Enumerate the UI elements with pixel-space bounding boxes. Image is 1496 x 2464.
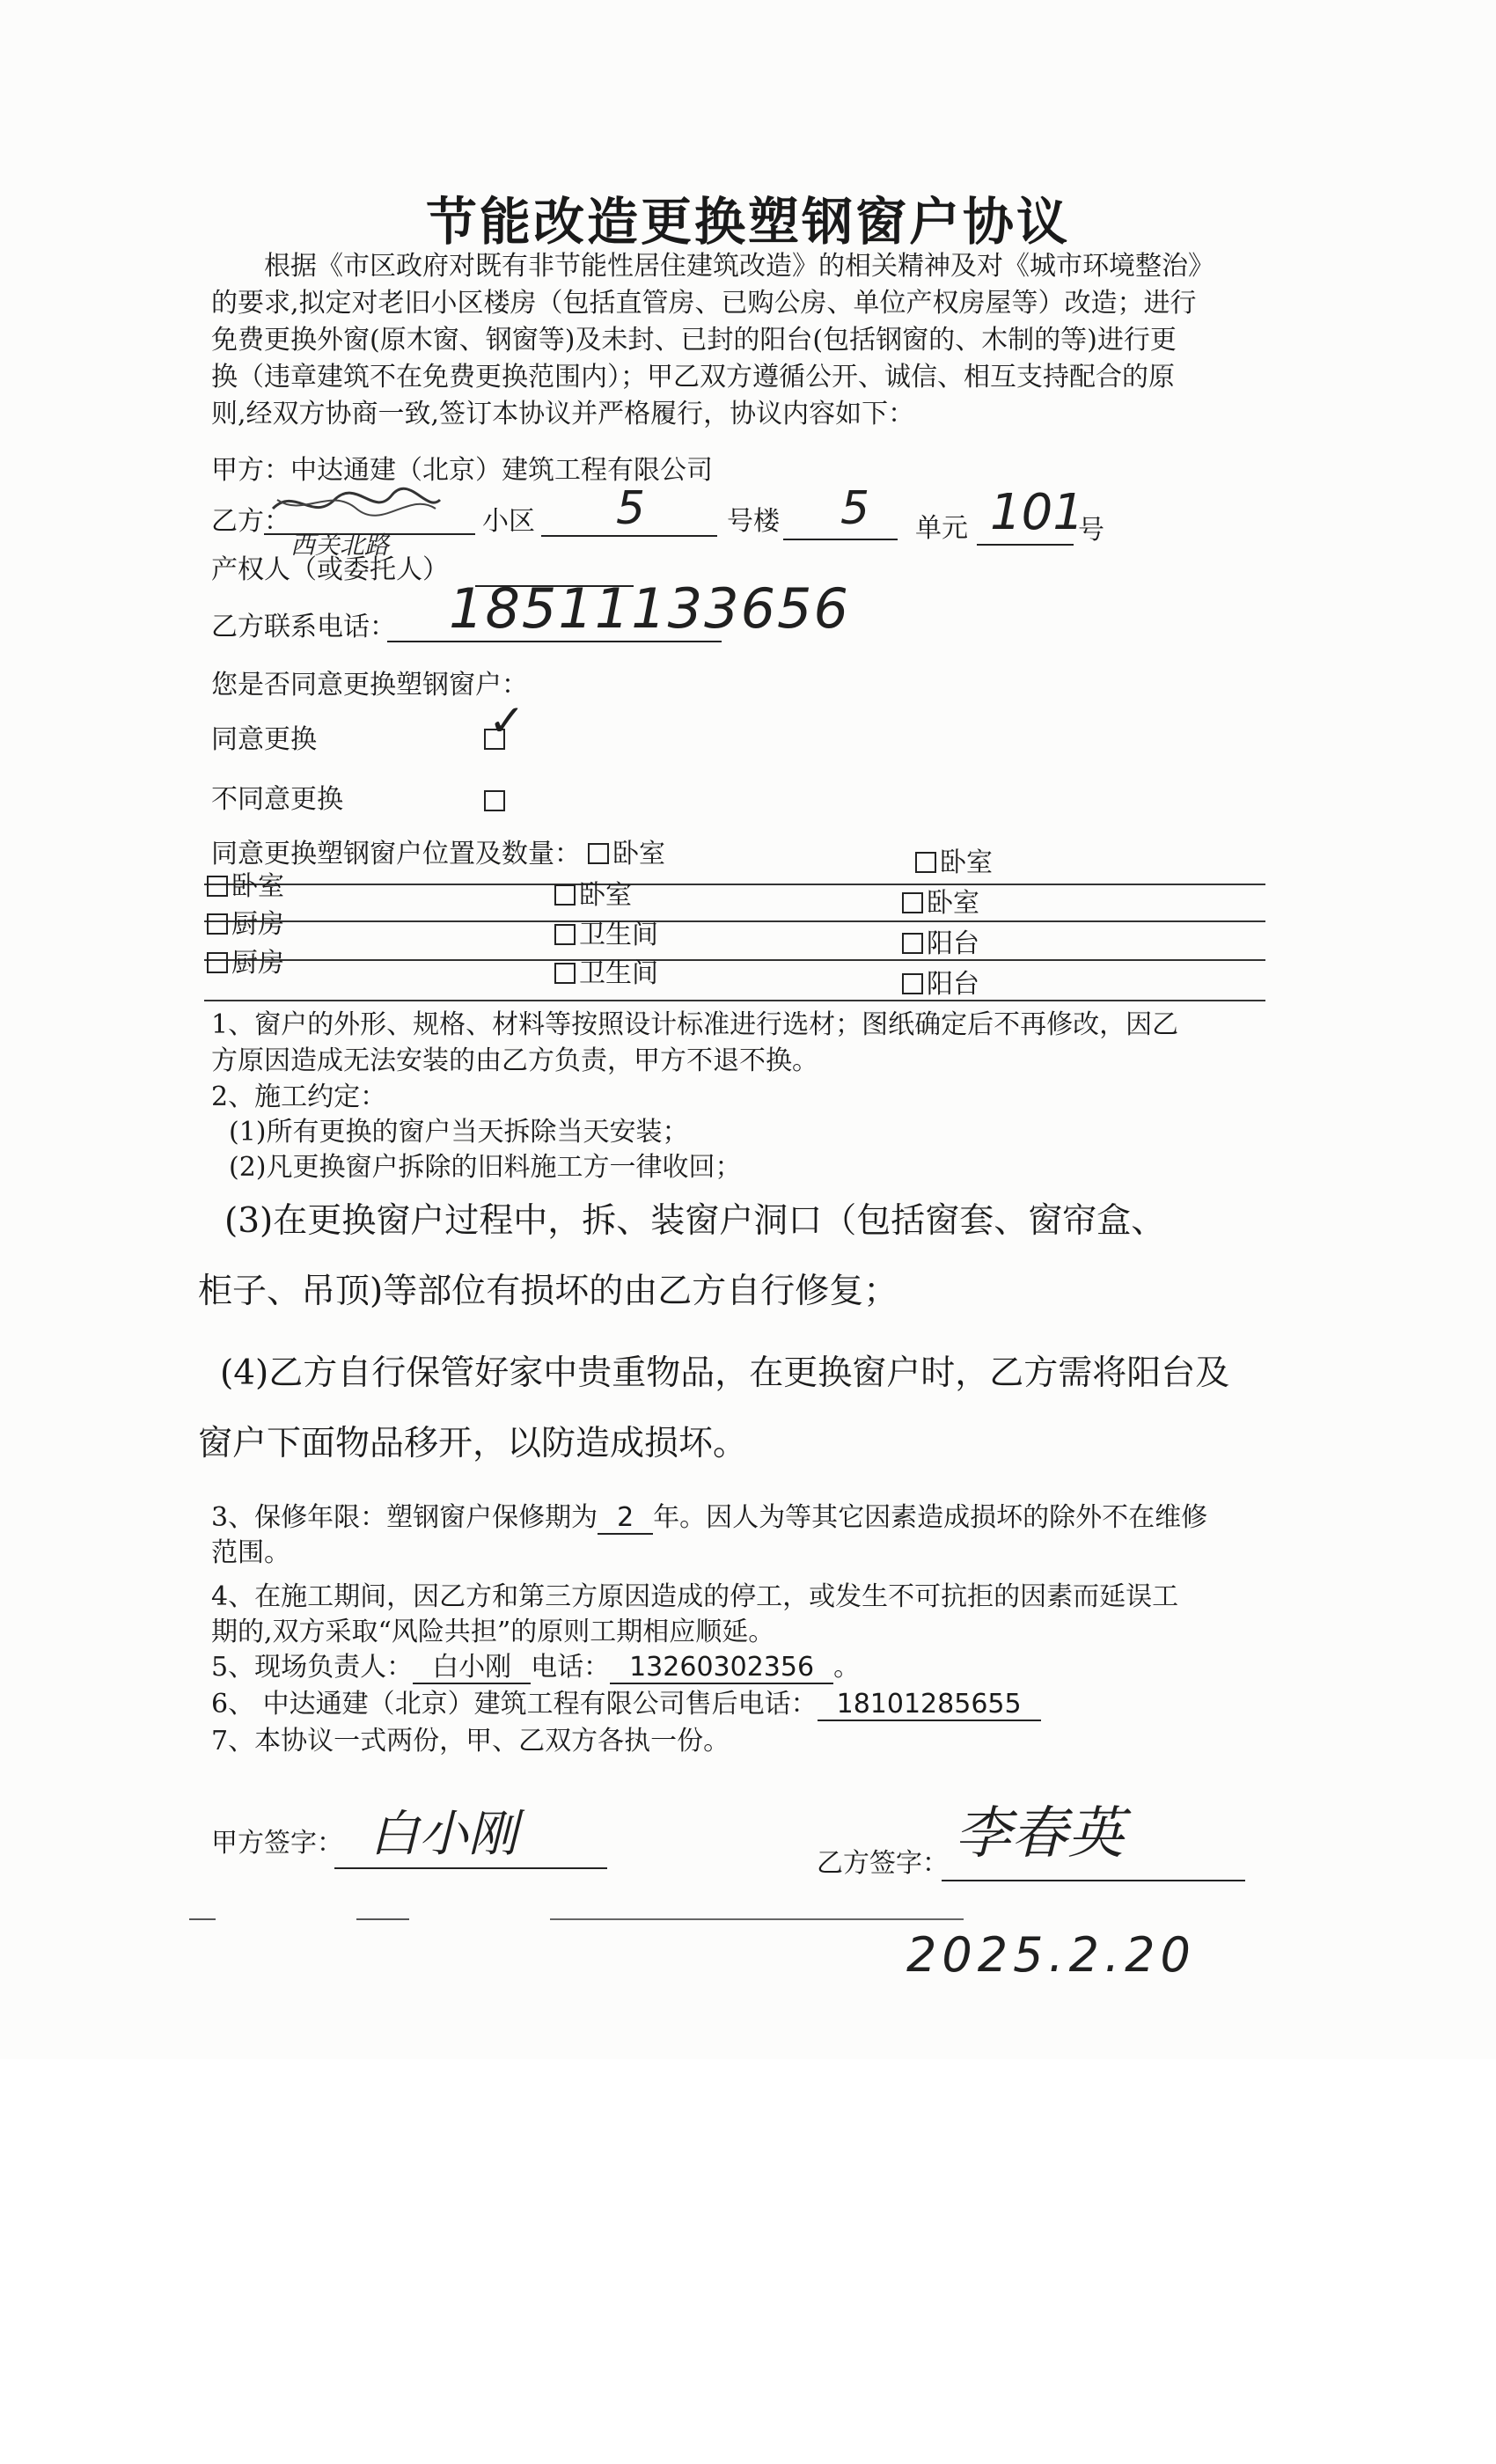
party-b-sign-label: 乙方签字： bbox=[817, 1848, 949, 1879]
clause-5: 5、现场负责人： 白小刚 电话： 13260302356 。 bbox=[211, 1652, 861, 1683]
grid-rule bbox=[204, 1000, 1265, 1001]
warranty-years: 2 bbox=[598, 1502, 653, 1535]
room-option[interactable]: 阳台 bbox=[902, 964, 979, 1005]
clause-1-line-1: 1、窗户的外形、规格、材料等按照设计标准进行选材；图纸确定后不再修改，因乙 bbox=[211, 1009, 1179, 1040]
agree-question: 您是否同意更换塑钢窗户： bbox=[211, 670, 528, 700]
party-a-sign-underline bbox=[334, 1867, 607, 1869]
building-number: 5 bbox=[616, 482, 646, 535]
phone-label: 乙方联系电话： bbox=[211, 612, 396, 642]
room-underline bbox=[977, 544, 1074, 546]
unit-suffix: 单元 bbox=[915, 513, 968, 544]
intro-line-3: 免费更换外窗(原木窗、钢窗等)及未封、已封的阳台(包括钢窗的、木制的等)进行更 bbox=[211, 325, 1177, 356]
room-option[interactable]: 卫生间 bbox=[554, 954, 658, 994]
phone-underline bbox=[387, 641, 722, 642]
room-option[interactable]: 卧室 bbox=[902, 884, 979, 924]
party-b-signature: 李春英 bbox=[955, 1801, 1124, 1866]
building-suffix: 号楼 bbox=[727, 506, 780, 537]
room-option[interactable]: 卧室 bbox=[207, 867, 284, 907]
disagree-label: 不同意更换 bbox=[211, 784, 343, 815]
site-manager-name: 白小刚 bbox=[413, 1652, 531, 1684]
party-a-signature: 白小刚 bbox=[370, 1806, 517, 1863]
party-a: 甲方：中达通建（北京）建筑工程有限公司 bbox=[211, 455, 713, 486]
community-underline bbox=[264, 533, 475, 535]
clause-4-line-1: 4、在施工期间，因乙方和第三方原因造成的停工，或发生不可抗拒的因素而延误工 bbox=[211, 1581, 1179, 1612]
party-b-label: 乙方： bbox=[211, 506, 290, 537]
document-title: 节能改造更换塑钢窗户协议 bbox=[425, 192, 1070, 252]
room-suffix: 号 bbox=[1078, 515, 1104, 546]
room-option[interactable]: 卧室 bbox=[588, 834, 665, 875]
clause-1-line-2: 方原因造成无法安装的由乙方负责，甲方不退不换。 bbox=[211, 1045, 818, 1076]
agree-checkmark: ✓ bbox=[488, 695, 525, 746]
party-a-sign-label: 甲方签字： bbox=[211, 1828, 343, 1859]
room-option[interactable]: 阳台 bbox=[902, 924, 979, 964]
intro-line-2: 的要求,拟定对老旧小区楼房（包括直管房、已购公房、单位产权房屋等）改造；进行 bbox=[211, 288, 1197, 319]
clause-2-item-3-line-1: (3)在更换窗户过程中，拆、装窗户洞口（包括窗套、窗帘盒、 bbox=[224, 1201, 1166, 1241]
clause-2-item-4-line-2: 窗户下面物品移开，以防造成损坏。 bbox=[198, 1424, 748, 1463]
cut-off-line-fragment bbox=[189, 1911, 964, 1920]
clause-2-item-1: (1)所有更换的窗户当天拆除当天安装； bbox=[229, 1117, 689, 1148]
clause-6: 6、 中达通建（北京）建筑工程有限公司售后电话： 18101285655 bbox=[211, 1684, 1041, 1725]
building-underline bbox=[541, 535, 717, 537]
unit-underline bbox=[783, 539, 898, 540]
clause-2-item-3-line-2: 柜子、吊顶)等部位有损坏的由乙方自行修复； bbox=[198, 1272, 898, 1311]
party-b-sign-underline bbox=[942, 1880, 1245, 1881]
grid-rule bbox=[204, 959, 1265, 961]
intro-line-5: 则,经双方协商一致,签订本协议并严格履行，协议内容如下： bbox=[211, 399, 915, 429]
room-number: 101 bbox=[990, 484, 1084, 541]
owner-label: 产权人（或委托人） bbox=[211, 554, 449, 585]
clause-2-item-4-line-1: (4)乙方自行保管好家中贵重物品，在更换窗户时，乙方需将阳台及 bbox=[220, 1353, 1230, 1393]
intro-line-4: 换（违章建筑不在免费更换范围内）；甲乙双方遵循公开、诚信、相互支持配合的原 bbox=[211, 362, 1175, 392]
room-option[interactable]: 卧室 bbox=[915, 843, 993, 884]
handwritten-date: 2025.2.20 bbox=[906, 1927, 1196, 1983]
after-sales-phone: 18101285655 bbox=[818, 1689, 1041, 1721]
room-option[interactable]: 卫生间 bbox=[554, 915, 658, 956]
party-b-community: 西关北路 bbox=[290, 531, 390, 560]
grid-rule bbox=[204, 884, 1265, 885]
clause-4-line-2: 期的,双方采取“风险共担”的原则工期相应顺延。 bbox=[211, 1617, 775, 1647]
phone-value: 18511133656 bbox=[449, 576, 850, 641]
clause-2-heading: 2、施工约定： bbox=[211, 1082, 387, 1112]
room-option[interactable]: 厨房 bbox=[207, 943, 284, 984]
clause-2-item-2: (2)凡更换窗户拆除的旧料施工方一律收回； bbox=[229, 1152, 742, 1183]
agree-label: 同意更换 bbox=[211, 724, 317, 755]
clause-3-line-2: 范围。 bbox=[211, 1537, 290, 1568]
community-suffix: 小区 bbox=[482, 506, 535, 537]
intro-line-1: 根据《市区政府对既有非节能性居住建筑改造》的相关精神及对《城市环境整治》 bbox=[264, 251, 1214, 282]
clause-7: 7、本协议一式两份，甲、乙双方各执一份。 bbox=[211, 1726, 730, 1756]
disagree-checkbox[interactable] bbox=[484, 790, 509, 813]
room-option[interactable]: 厨房 bbox=[207, 905, 284, 945]
unit-number: 5 bbox=[840, 482, 870, 535]
rooms-header: 同意更换塑钢窗户位置及数量： bbox=[211, 839, 581, 869]
party-b-community-scribble bbox=[268, 482, 444, 532]
room-option[interactable]: 卧室 bbox=[554, 876, 632, 916]
grid-rule bbox=[204, 920, 1265, 922]
site-manager-phone: 13260302356 bbox=[610, 1652, 833, 1684]
clause-3-line-1: 3、保修年限：塑钢窗户保修期为 2 年。因人为等其它因素造成损坏的除外不在维修 bbox=[211, 1502, 1208, 1533]
